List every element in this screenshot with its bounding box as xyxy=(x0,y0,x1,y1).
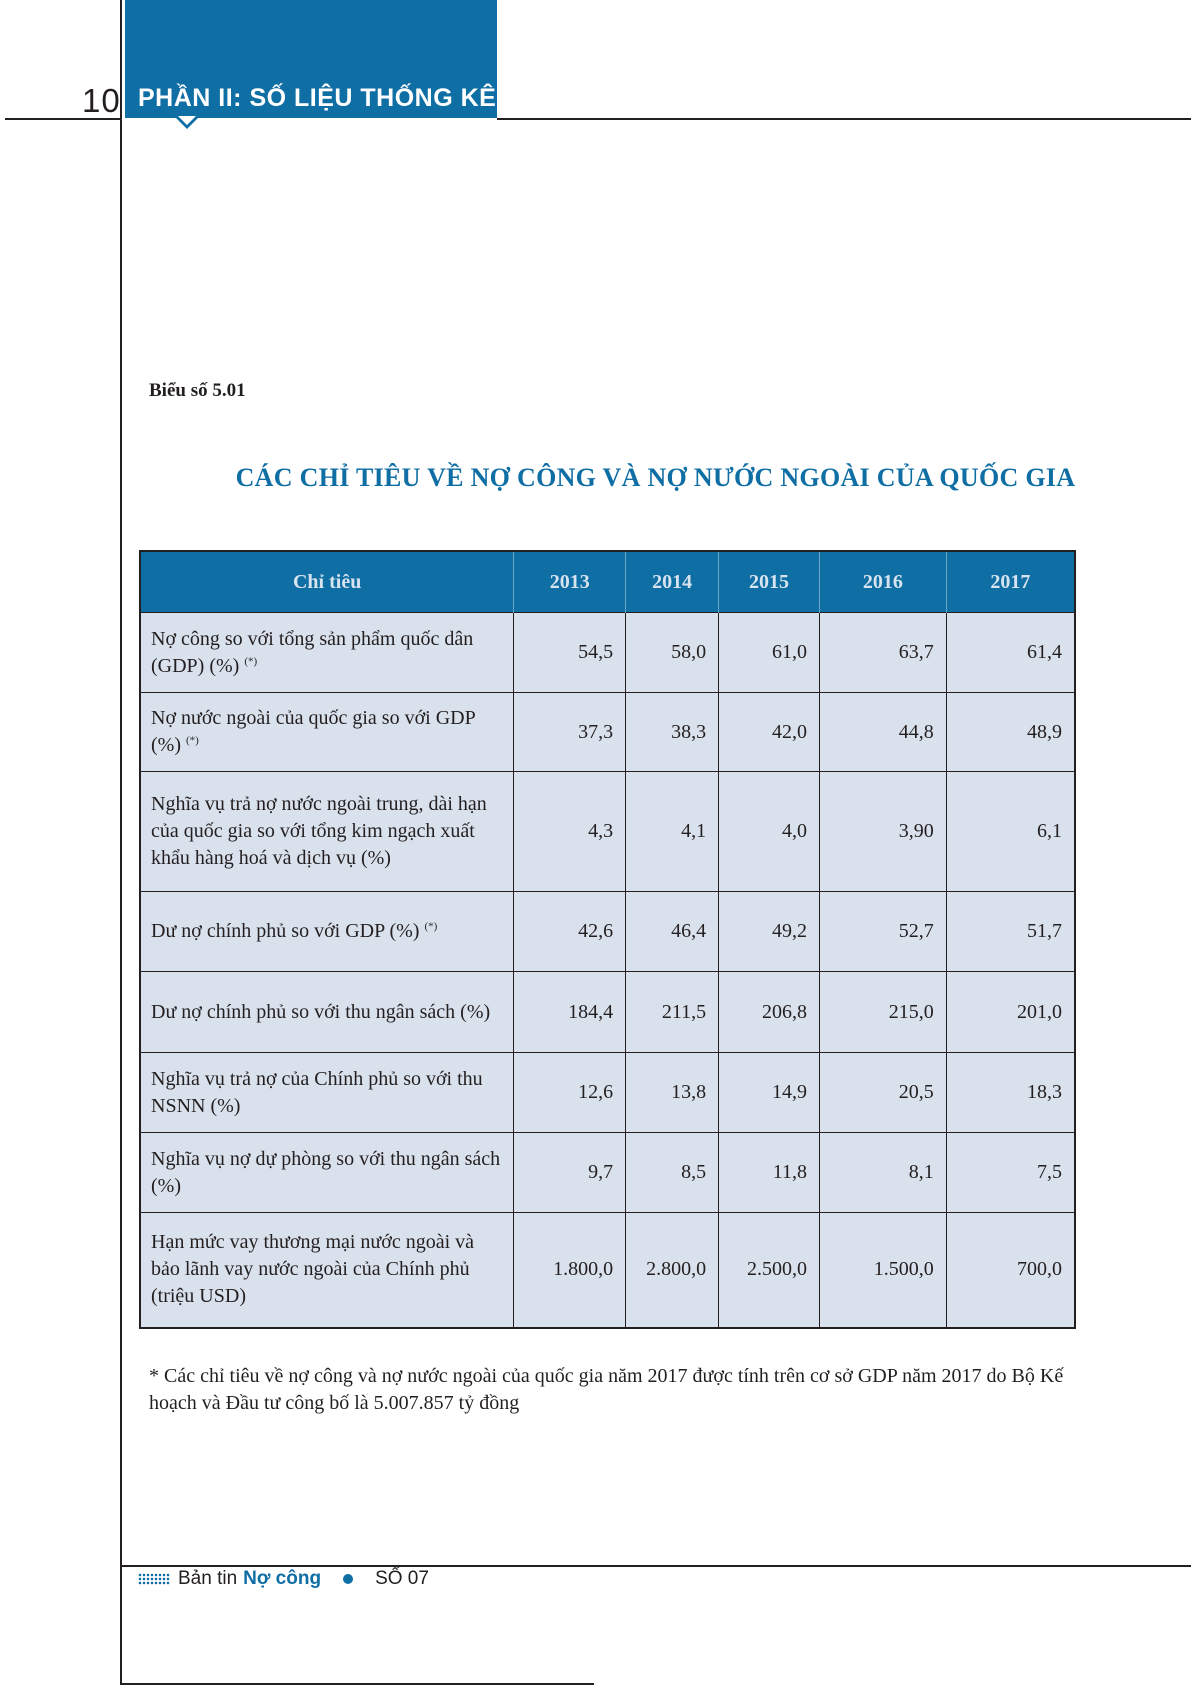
table-cell: 6,1 xyxy=(946,772,1075,892)
table-cell: 11,8 xyxy=(719,1133,820,1213)
table-cell: 184,4 xyxy=(514,972,626,1053)
footer-prefix: Bản tin xyxy=(178,1568,238,1589)
row-label-text: Dư nợ chính phủ so với thu ngân sách (%) xyxy=(151,1000,491,1023)
table-row xyxy=(140,772,1075,892)
table-cell: 37,3 xyxy=(514,693,626,772)
footnote-mark: (*) xyxy=(424,920,438,933)
column-header-2013: 2013 xyxy=(514,551,626,613)
row-label xyxy=(140,613,514,693)
column-header-2014: 2014 xyxy=(626,551,719,613)
row-label xyxy=(140,1213,514,1328)
bullet-icon xyxy=(343,1574,353,1584)
table-cell: 700,0 xyxy=(946,1213,1075,1328)
table-cell: 52,7 xyxy=(819,892,946,972)
row-label xyxy=(140,892,514,972)
table-row xyxy=(140,1133,1075,1213)
footnote-mark: (*) xyxy=(244,654,258,667)
table-cell: 211,5 xyxy=(626,972,719,1053)
footer-bottom-rule xyxy=(120,1683,594,1685)
table-cell: 61,4 xyxy=(946,613,1075,693)
footer-issue: SỐ 07 xyxy=(375,1568,429,1589)
row-label-text: Nghĩa vụ trả nợ của Chính phủ so với thu NSNN (%) xyxy=(151,1067,483,1117)
row-label xyxy=(140,1133,514,1213)
table-cell: 42,0 xyxy=(719,693,820,772)
table-cell: 48,9 xyxy=(946,693,1075,772)
row-label xyxy=(140,972,514,1053)
table-cell: 4,0 xyxy=(719,772,820,892)
table-header-row xyxy=(140,551,1075,613)
table-cell: 9,7 xyxy=(514,1133,626,1213)
table-cell: 4,1 xyxy=(626,772,719,892)
table-row xyxy=(140,693,1075,772)
table-cell: 8,1 xyxy=(819,1133,946,1213)
table-cell: 58,0 xyxy=(626,613,719,693)
footnote: * Các chỉ tiêu về nợ công và nợ nước ngoài của quốc gia năm 2017 được tính trên cơ sở GDP năm 2017 do Bộ Kế hoạch và Đầu tư công bố là 5.007.857 tỷ đồng xyxy=(149,1365,1064,1414)
table-cell: 201,0 xyxy=(946,972,1075,1053)
table-cell: 1.500,0 xyxy=(819,1213,946,1328)
row-label-text: Nợ công so với tổng sản phẩm quốc dân (GDP) (%) xyxy=(151,627,474,677)
table-cell: 42,6 xyxy=(514,892,626,972)
column-header-2016: 2016 xyxy=(819,551,946,613)
table-cell: 215,0 xyxy=(819,972,946,1053)
statistics-table xyxy=(139,550,1076,1329)
column-header-2015: 2015 xyxy=(719,551,820,613)
table-cell: 46,4 xyxy=(626,892,719,972)
header-notch-inner xyxy=(178,116,196,125)
table-cell: 206,8 xyxy=(719,972,820,1053)
row-label xyxy=(140,772,514,892)
figure-label: Biểu số 5.01 xyxy=(149,380,246,401)
table-cell: 4,3 xyxy=(514,772,626,892)
table-cell: 1.800,0 xyxy=(514,1213,626,1328)
row-label xyxy=(140,693,514,772)
footer-rule xyxy=(120,1565,1191,1567)
table-cell: 14,9 xyxy=(719,1053,820,1133)
row-label-text: Nghĩa vụ trả nợ nước ngoài trung, dài hạn của quốc gia so với tổng kim ngạch xuất khẩu hàng hoá và dịch vụ (%) xyxy=(151,793,487,869)
row-label-text: Hạn mức vay thương mại nước ngoài và bảo lãnh vay nước ngoài của Chính phủ (triệu USD) xyxy=(151,1231,475,1308)
page-title: CÁC CHỈ TIÊU VỀ NỢ CÔNG VÀ NỢ NƯỚC NGOÀI CỦA QUỐC GIA xyxy=(235,463,1076,492)
table-cell: 51,7 xyxy=(946,892,1075,972)
column-header-indicator: Chỉ tiêu xyxy=(140,551,514,613)
row-label xyxy=(140,1053,514,1133)
table-cell: 20,5 xyxy=(819,1053,946,1133)
dots-icon xyxy=(138,1573,170,1585)
footer xyxy=(138,1568,429,1590)
table-cell: 3,90 xyxy=(819,772,946,892)
table-cell: 7,5 xyxy=(946,1133,1075,1213)
table-cell: 44,8 xyxy=(819,693,946,772)
table-cell: 54,5 xyxy=(514,613,626,693)
table-row xyxy=(140,1053,1075,1133)
table-cell: 2.800,0 xyxy=(626,1213,719,1328)
table-cell: 38,3 xyxy=(626,693,719,772)
table-cell: 8,5 xyxy=(626,1133,719,1213)
left-margin-rule xyxy=(120,0,122,1685)
header-rule-right xyxy=(497,118,1191,120)
page-number: 10 xyxy=(82,82,121,119)
table-cell: 12,6 xyxy=(514,1053,626,1133)
column-header-2017: 2017 xyxy=(946,551,1075,613)
row-label-text: Dư nợ chính phủ so với GDP (%) xyxy=(151,920,420,942)
table-cell: 63,7 xyxy=(819,613,946,693)
table-cell: 61,0 xyxy=(719,613,820,693)
table-cell: 2.500,0 xyxy=(719,1213,820,1328)
table-cell: 49,2 xyxy=(719,892,820,972)
table-row xyxy=(140,1213,1075,1328)
table-cell: 18,3 xyxy=(946,1053,1075,1133)
table-row xyxy=(140,892,1075,972)
footer-brand: Nợ công xyxy=(243,1568,322,1589)
row-label-text: Nghĩa vụ nợ dự phòng so với thu ngân sách (%) xyxy=(151,1147,501,1197)
table-cell: 13,8 xyxy=(626,1053,719,1133)
table-row xyxy=(140,972,1075,1053)
footnote-mark: (*) xyxy=(185,734,199,747)
section-title: PHẦN II: SỐ LIỆU THỐNG KÊ xyxy=(138,84,497,112)
row-label-text: Nợ nước ngoài của quốc gia so với GDP (%) xyxy=(151,707,475,756)
table-row xyxy=(140,613,1075,693)
